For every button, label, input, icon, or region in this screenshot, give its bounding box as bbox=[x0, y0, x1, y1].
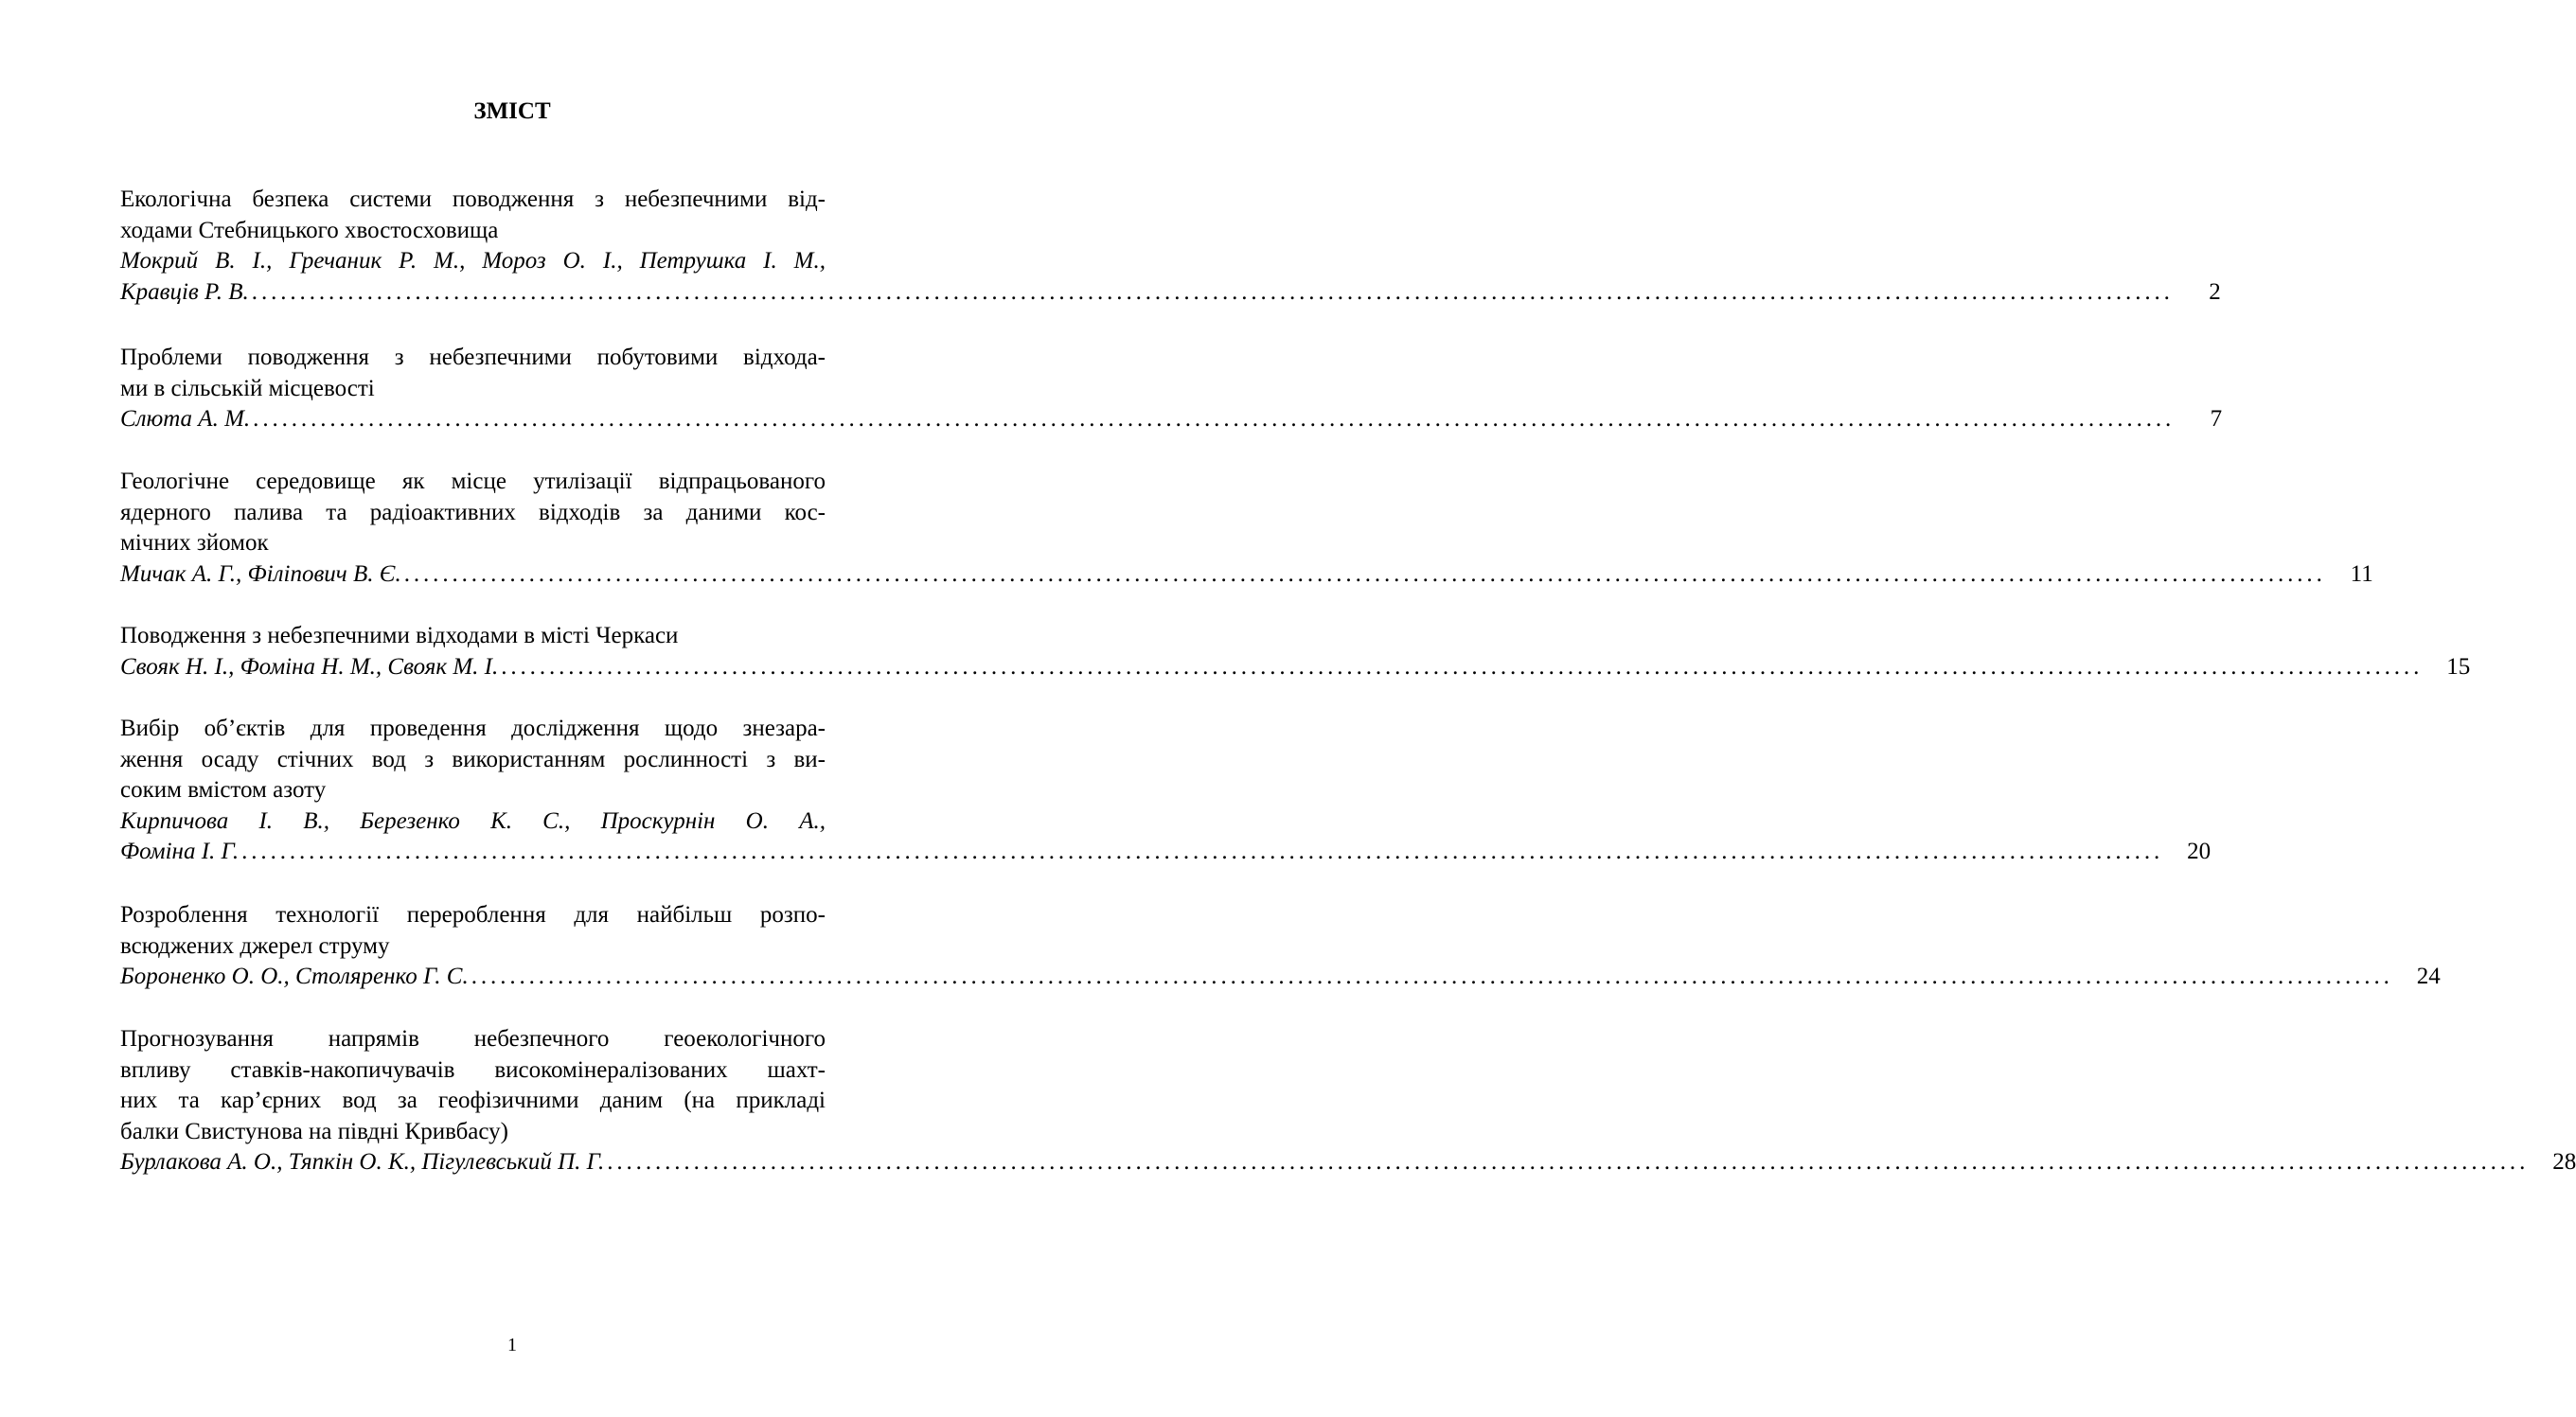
entry-authors-line: Мокрий В. І., Гречаник Р. М., Мороз О. І., Петрушка І. М., bbox=[120, 248, 826, 275]
entry-page-number: 24 bbox=[2416, 964, 2441, 990]
entry-authors-line: Кирпичова І. В., Березенко К. С., Проскурнін О. А., bbox=[120, 807, 826, 834]
toc-entry[interactable] bbox=[120, 343, 2223, 435]
toc-heading: ЗМІСТ bbox=[473, 98, 551, 124]
entry-title-line: Прогнозування напрямів небезпечного геоекологічного bbox=[120, 1026, 826, 1052]
entry-page-number: 28 bbox=[2552, 1149, 2576, 1176]
entry-title-line: Поводження з небезпечними відходами в місті Черкаси bbox=[120, 623, 679, 648]
toc-entry[interactable] bbox=[120, 714, 2212, 868]
dot-leader: ........................................................................................................................................................................................................ bbox=[501, 653, 2424, 680]
entry-authors: Мичак А. Г., Філіпович В. Є. bbox=[120, 560, 401, 587]
entry-authors: Бурлакова А. О., Тяпкін О. К., Пігулевський П. Г. bbox=[120, 1149, 605, 1176]
dot-leader: ........................................................................................................................................................................................................ bbox=[241, 839, 2164, 865]
entry-title-line: Розроблення технології перероблення для найбільш розпо- bbox=[120, 902, 826, 928]
entry-authors: Фоміна І. Г. bbox=[120, 839, 240, 865]
entry-title-line: всюджених джерел струму bbox=[120, 932, 390, 959]
toc-entry[interactable] bbox=[120, 185, 2221, 308]
entry-title-line: балки Свистунова на півдні Кривбасу) bbox=[120, 1118, 508, 1144]
dot-leader: ........................................................................................................................................................................................................ bbox=[403, 560, 2326, 587]
entry-page-number: 20 bbox=[2187, 839, 2212, 865]
entry-title-line: мічних зйомок bbox=[120, 530, 269, 557]
entry-authors: Бороненко О. О., Столяренко Г. С. bbox=[120, 964, 469, 990]
entry-title-line: ходами Стебницького хвостосховища bbox=[120, 217, 499, 243]
entry-title-line: Вибір об’єктів для проведення дослідження щодо знезара- bbox=[120, 716, 826, 741]
entry-title-line: соким вмістом азоту bbox=[120, 777, 327, 804]
dot-leader: ........................................................................................................................................................................................................ bbox=[253, 406, 2176, 433]
toc-entry[interactable] bbox=[120, 900, 2441, 993]
entry-title-line: Геологічне середовище як місце утилізації відпрацьованого bbox=[120, 469, 826, 494]
toc-entry[interactable] bbox=[120, 621, 2471, 682]
entry-page-number: 11 bbox=[2350, 560, 2373, 587]
entry-title-line: ження осаду стічних вод з використанням рослинності з ви- bbox=[120, 746, 826, 772]
toc-entry[interactable] bbox=[120, 467, 2373, 590]
dot-leader: ........................................................................................................................................................................................................ bbox=[251, 278, 2174, 305]
entry-title-line: Екологічна безпека системи поводження з небезпечними від- bbox=[120, 186, 826, 212]
entry-title-line: Проблеми поводження з небезпечними побутовими відхода- bbox=[120, 345, 826, 370]
entry-authors: Слюта А. М. bbox=[120, 406, 251, 433]
entry-page-number: 2 bbox=[2209, 278, 2221, 305]
page-number: 1 bbox=[507, 1335, 517, 1355]
dot-leader: ........................................................................................................................................................................................................ bbox=[471, 964, 2393, 990]
entry-title-line: ми в сільській місцевості bbox=[120, 375, 375, 401]
entry-title-line: впливу ставків-накопичувачів високомінералізованих шахт- bbox=[120, 1056, 826, 1083]
dot-leader: ........................................................................................................................................................................................................ bbox=[607, 1149, 2530, 1176]
entry-authors: Свояк Н. І., Фоміна Н. М., Свояк М. І. bbox=[120, 653, 499, 680]
entry-authors: Кравців Р. В. bbox=[120, 278, 249, 305]
entry-title-line: них та кар’єрних вод за геофізичними даним (на прикладі bbox=[120, 1088, 826, 1114]
entry-page-number: 7 bbox=[2210, 406, 2223, 433]
toc-entry[interactable] bbox=[120, 1024, 2576, 1178]
entry-title-line: ядерного палива та радіоактивних відходів за даними кос- bbox=[120, 499, 826, 525]
entry-page-number: 15 bbox=[2446, 653, 2471, 680]
